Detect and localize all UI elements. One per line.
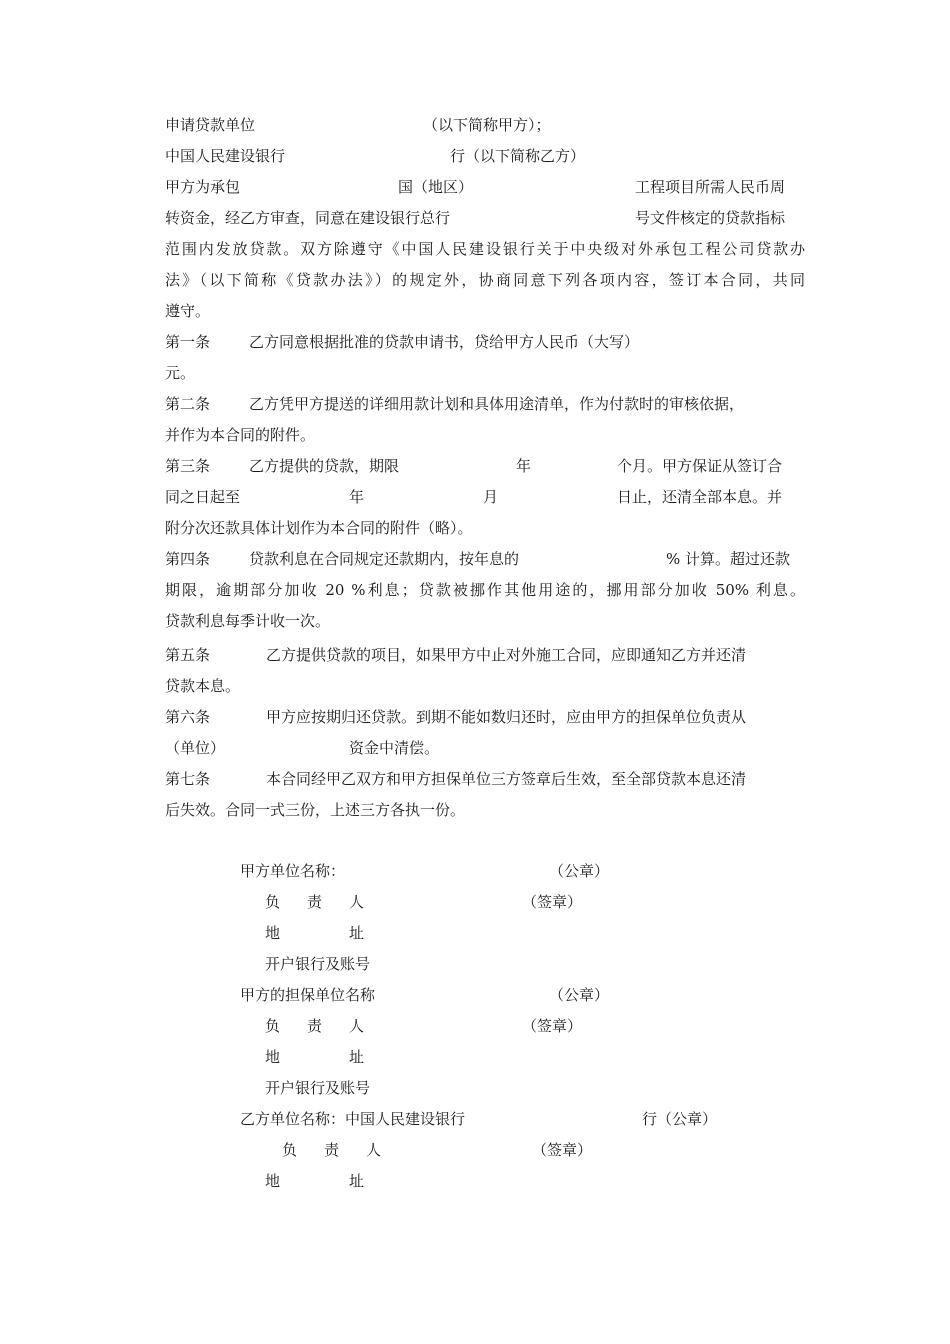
article-7-text: 本合同经甲乙双方和甲方担保单位三方签章后生效，至全部贷款本息还清 [266,770,747,788]
intro-line-6: 法》（以下简称《贷款办法》）的规定外，协商同意下列各项内容，签订本合同，共同 [165,271,805,289]
article-6-line-1 [165,706,805,728]
party-b-sign: （签章） [532,1141,593,1159]
party-a-name-label: 甲方单位名称： [240,862,346,880]
article-3-number: 第三条 [165,457,211,475]
article-5-line-2: 贷款本息。 [165,677,241,695]
guarantor-bank-line [165,1077,805,1099]
party-a-address-line [165,922,805,944]
article-4-line-3: 贷款利息每季计收一次。 [165,612,331,630]
party-b-addr-2: 址 [349,1172,365,1190]
intro-line-3 [165,176,805,198]
party-b-resp-1: 负 [282,1141,298,1159]
article-1-line-2: 元。 [165,364,196,382]
intro-line-5: 范围内发放贷款。双方除遵守《中国人民建设银行关于中央级对外承包工程公司贷款办 [165,240,805,258]
applicant-suffix: （以下简称甲方）； [423,116,551,134]
party-b-addr-1: 地 [265,1172,281,1190]
article-7-line-2: 后失效。合同一式三份，上述三方各执一份。 [165,801,466,819]
article-3-line-3: 附分次还款具体计划作为本合同的附件（略）。 [165,519,473,537]
bank-prefix: 中国人民建设银行 [165,147,286,165]
party-a-bank-line [165,953,805,975]
party-a-seal: （公章） [549,862,610,880]
article-7-number: 第七条 [165,770,211,788]
article-4-number: 第四条 [165,550,211,568]
article-4-l1-b: % 计算。超过还款 [666,550,791,568]
intro-line-4 [165,207,805,229]
guarantor-addr-2: 址 [349,1048,365,1066]
guarantor-address-line [165,1046,805,1068]
article-2-text: 乙方凭甲方提送的详细用款计划和具体用途清单，作为付款时的审核依据， [249,395,745,413]
party-b-seal: 行（公章） [642,1110,718,1128]
article-6-l2-a: （单位） [165,739,226,757]
article-5-number: 第五条 [165,646,211,664]
party-b-address-line [165,1170,805,1192]
guarantor-responsible-line [165,1015,805,1037]
article-6-l2-b: 资金中清偿。 [349,739,440,757]
guarantor-addr-1: 地 [265,1048,281,1066]
guarantor-sign: （签章） [522,1017,583,1035]
guarantor-resp-2: 责 [307,1017,323,1035]
intro-l3-a: 甲方为承包 [165,178,241,196]
intro-line-7: 遵守。 [165,302,211,320]
party-b-name-line [165,1108,805,1130]
article-1-text: 乙方同意根据批准的贷款申请书，贷给甲方人民币（大写） [249,333,640,351]
article-4-line-2: 期限，逾期部分加收 20 %利息；贷款被挪作其他用途的，挪用部分加收 50% 利息。 [165,581,805,599]
guarantor-seal: （公章） [549,986,610,1004]
party-b-resp-3: 人 [366,1141,382,1159]
article-2-line-1 [165,393,805,415]
guarantor-resp-3: 人 [349,1017,365,1035]
article-4-l1-a: 贷款利息在合同规定还款期内，按年息的 [249,550,520,568]
guarantor-bank-account: 开户银行及账号 [265,1079,371,1097]
party-a-sign: （签章） [522,893,583,911]
party-a-resp-3: 人 [349,893,365,911]
guarantor-name-label: 甲方的担保单位名称 [240,986,376,1004]
party-a-responsible-line [165,891,805,913]
article-7-line-1 [165,768,805,790]
article-3-l2-a: 同之日起至 [165,488,241,506]
intro-l3-b: 国（地区） [398,178,474,196]
party-b-resp-2: 责 [324,1141,340,1159]
party-a-resp-2: 责 [307,893,323,911]
party-a-bank-account: 开户银行及账号 [265,955,371,973]
intro-l4-b: 号文件核定的贷款指标 [635,209,786,227]
article-3-l1-c: 个月。甲方保证从签订合 [617,457,783,475]
article-1-number: 第一条 [165,333,211,351]
applicant-label: 申请贷款单位 [165,116,256,134]
intro-l3-c: 工程项目所需人民币周 [635,178,786,196]
party-a-addr-2: 址 [349,924,365,942]
party-b-name-label: 乙方单位名称：中国人民建设银行 [240,1110,466,1128]
article-6-line-2 [165,737,805,759]
article-1-line-1 [165,331,805,353]
bank-line [165,145,805,167]
guarantor-name-line [165,984,805,1006]
guarantor-resp-1: 负 [265,1017,281,1035]
party-a-resp-1: 负 [265,893,281,911]
intro-l4-a: 转资金，经乙方审查，同意在建设银行总行 [165,209,451,227]
article-5-text: 乙方提供贷款的项目，如果甲方中止对外施工合同，应即通知乙方并还清 [266,646,747,664]
article-3-l2-b: 年 [349,488,365,506]
article-3-line-2 [165,486,805,508]
article-2-number: 第二条 [165,395,211,413]
bank-suffix: 行（以下简称乙方） [450,147,586,165]
article-5-line-1 [165,644,805,666]
article-3-l2-c: 月 [483,488,499,506]
article-6-number: 第六条 [165,708,211,726]
article-3-l2-d: 日止，还清全部本息。并 [617,488,783,506]
article-6-text: 甲方应按期归还贷款。到期不能如数归还时，应由甲方的担保单位负责从 [266,708,747,726]
party-a-name-line [165,860,805,882]
article-4-line-1 [165,548,805,570]
party-a-addr-1: 地 [265,924,281,942]
article-3-l1-b: 年 [516,457,532,475]
article-2-line-2: 并作为本合同的附件。 [165,426,316,444]
article-3-l1-a: 乙方提供的贷款，期限 [249,457,400,475]
applicant-line [165,114,805,136]
party-b-responsible-line [165,1139,805,1161]
article-3-line-1 [165,455,805,477]
